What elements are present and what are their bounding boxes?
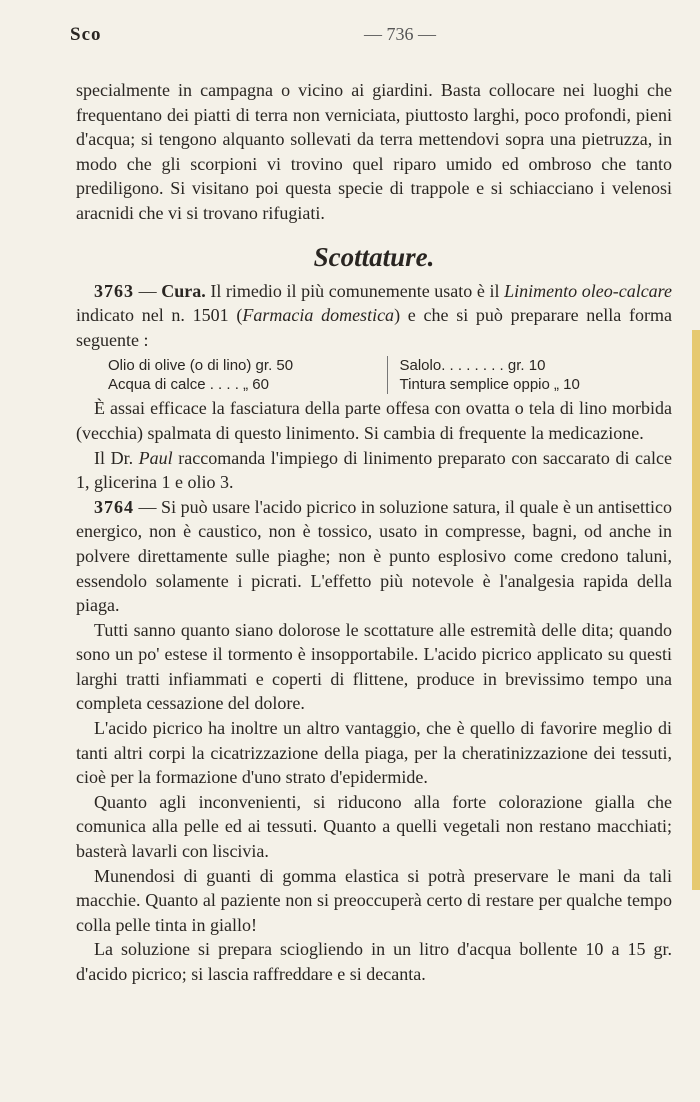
recipe-column-left: [108, 356, 388, 394]
paul-name: Paul: [138, 447, 173, 468]
page-number: — 736 —: [364, 24, 436, 44]
recipe-line: Salolo. . . . . . . . gr. 10: [399, 357, 546, 375]
recipe-column-right: [388, 356, 669, 394]
paragraph-soluzione: La soluzione si prepara sciogliendo in un litro d'acqua bollente 10 a 15 gr. d'acido picrico; si lascia raffreddare e si decanta.: [76, 939, 672, 984]
paul-text-2: raccomanda l'impiego di linimento preparato con saccarato di calce 1, glicerina 1 e olio 3.: [76, 447, 672, 493]
entry-dash: —: [134, 280, 162, 301]
entry-text-3: ) e che si può preparare nella forma seguente :: [76, 305, 672, 350]
entry-text-1: Il rimedio il più comunemente usato è il: [205, 280, 505, 301]
paragraph-fasciatura: È assai efficace la fasciatura della parte offesa con ovatta o tela di lino morbida (vecchia) spalmata di questo linimento. Si cambia di frequente la medicazione.: [76, 398, 672, 443]
entry-number: 3763: [94, 280, 134, 301]
paragraph-3763: [76, 279, 672, 353]
running-head: Sco: [70, 24, 102, 45]
section-title: Scottature.: [313, 241, 435, 272]
recipe-table: [108, 356, 668, 394]
paragraph-inconvenienti: Quanto agli inconvenienti, si riducono alla forte colorazione gialla che comunica alla pelle ed ai tessuti. Quanto a quelli vegetali non restano macchiati; basterà lavarli con liscivia.: [76, 791, 672, 862]
entry-number: 3764: [94, 496, 134, 517]
entry-italic-2: Farmacia domestica: [242, 305, 395, 326]
page-body: [76, 78, 672, 987]
recipe-line: Tintura semplice oppio „ 10: [399, 376, 580, 394]
paul-text-1: Il Dr.: [94, 447, 139, 468]
intro-paragraph: specialmente in campagna o vicino ai giardini. Basta collocare nei luoghi che frequentano dei piatti di terra non verniciata, piuttosto larghi, poco profondi, pieni d'acqua; si tengono alquanto sollevati da terra mettendovi sopra una pietruzza, in modo che gli scorpioni vi trovino quel riparo umido ed ombroso che tanto prediligono. Si visitano poi questa specie di trappole e si schiacciano i velenosi aracnidi che vi si trovano rifugiati.: [76, 80, 672, 223]
page-edge: [692, 330, 700, 890]
entry-text-2: indicato nel n. 1501 (: [76, 305, 243, 326]
entry-label: Cura.: [161, 280, 206, 301]
paragraph-vantaggio: L'acido picrico ha inoltre un altro vantaggio, che è quello di favorire meglio di tanti altri corpi la cicatrizzazione della piaga, per la cheratinizzazione dei tessuti, cioè per la formazione d'uno strato d'epidermide.: [76, 718, 672, 788]
page-header: [70, 24, 670, 50]
paragraph-guanti: Munendosi di guanti di gomma elastica si potrà preservare le mani da tali macchie. Quanto al paziente non si preoccuperà certo di restare per qualche tempo colla pelle tinta in giallo!: [76, 865, 672, 935]
paragraph-3764: [76, 495, 672, 618]
paragraph-paul: [76, 446, 672, 495]
recipe-line: Olio di olive (o di lino) gr. 50: [108, 357, 294, 375]
recipe-line: Acqua di calce . . . . „ 60: [108, 376, 269, 394]
paragraph-dolorose: Tutti sanno quanto siano dolorose le scottature alle estremità delle dita; quando sono un po' estese il tormento è insopportabile. L'acido picrico applicato su questi larghi tratti infiammati e coperti di flittene, produce in brevissimo tempo una completa cessazione del dolore.: [76, 619, 672, 714]
entry-italic-1: Linimento oleo-calcare: [504, 280, 673, 301]
entry-text: — Si può usare l'acido picrico in soluzione satura, il quale è un antisettico energico, non è caustico, non è tossico, usato in compresse, bagni, od anche in polvere direttamente sulle piaghe; non è punto esplosivo come credono taluni, essendolo solamente i picrati. L'effetto più notevole è l'analgesia rapida della piaga.: [76, 496, 672, 616]
